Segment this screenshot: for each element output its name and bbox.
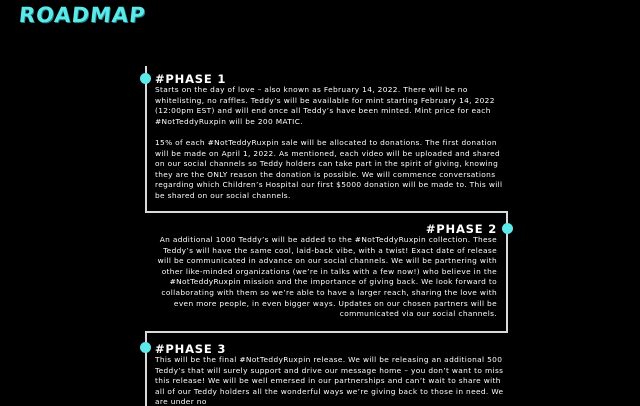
timeline-line [145, 66, 147, 212]
phase-2-marker-icon [502, 223, 513, 234]
phase-3-marker-icon [140, 342, 151, 353]
timeline-line [145, 331, 508, 333]
phase-2-body [148, 235, 497, 320]
timeline-line [145, 211, 508, 213]
phase-1-title: #PHASE 1 [155, 72, 227, 86]
phase-3-body [155, 355, 505, 406]
phase-1-paragraph: Starts on the day of love – also known as February 14, 2022. There will be no whitelisting, no raffles. Teddy’s will be available for mint starting February 14, 2022 (12:00pm EST) and will end once all Teddy’s have been minted. Mint price for each #NotTeddyRuxpin will be 200 MATIC. [155, 85, 495, 126]
phase-1-body [155, 85, 505, 202]
phase-2-paragraph: An additional 1000 Teddy’s will be added to the #NotTeddyRuxpin collection. These Teddy’s will have the same cool, laid-back vibe, with a twist! Exact date of release will be communicated in advance on our social channels. We will be partnering with other like-minded organizations (we’re in talks with a few now!) who believe in the #NotTeddyRuxpin mission and the importance of giving back. We look forward to collaborating with them so we’re able to have a larger reach, sharing the love with even more people, in even bigger ways. Updates on our chosen partners will be communicated via our social channels. [157, 235, 497, 319]
phase-1-paragraph: 15% of each #NotTeddyRuxpin sale will be allocated to donations. The first donation will be made on April 1, 2022. As mentioned, each video will be uploaded and shared on our social channels so Teddy holders can take part in the spirit of giving, knowing they are the ONLY reason the donation is possible. We will commence conversations regarding which Children’s Hospital our first $5000 donation will be made to. This will be shared on our social channels. [155, 137, 503, 200]
phase-3-title: #PHASE 3 [155, 342, 227, 356]
phase-2-title: #PHASE 2 [425, 222, 497, 236]
roadmap-logo: ROADMAP [17, 3, 147, 27]
phase-3-paragraph: This will be the final #NotTeddyRuxpin release. We will be releasing an additional 500 Teddy’s that will surely support and drive our message home – you don’t want to miss this release! We will be well emersed in our partnerships and can’t wait to share with all of our Teddy holders all the wonderful ways we’re giving back to those in need. We are under no [155, 355, 504, 406]
phase-1-marker-icon [140, 73, 151, 84]
